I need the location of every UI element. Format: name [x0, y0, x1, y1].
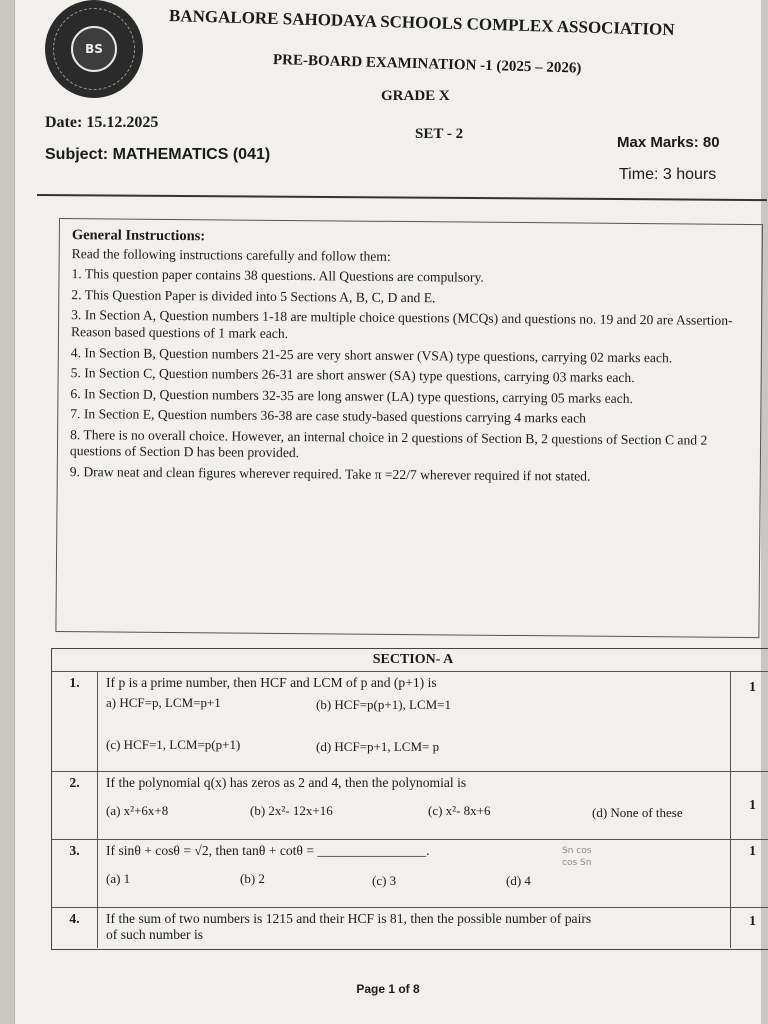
- option-c: (c) 3: [372, 873, 397, 888]
- pencil-note: Sn cos: [562, 846, 592, 856]
- option-c: (c) HCF=1, LCM=p(p+1): [106, 737, 241, 752]
- instruction-item: 5. In Section C, Question numbers 26-31 are short answer (SA) type questions, carrying 03 marks each.: [70, 365, 635, 386]
- question-body: [106, 671, 720, 771]
- page-number: Page 1 of 8: [356, 982, 420, 996]
- instruction-item: 2. This Question Paper is divided into 5 Sections A, B, C, D and E.: [71, 286, 436, 306]
- question-number: 3.: [52, 839, 98, 907]
- question-row-1: [52, 671, 768, 772]
- instruction-item: 7. In Section E, Question numbers 36-38 are case study-based questions carrying 4 marks each: [70, 406, 587, 426]
- option-c: (c) x²- 8x+6: [428, 803, 491, 818]
- question-body: [106, 839, 720, 907]
- question-marks: 1: [730, 907, 768, 948]
- exam-paper: [14, 0, 761, 1024]
- option-b: (b) 2: [240, 871, 265, 886]
- section-a-table: [51, 648, 768, 950]
- option-a: a) HCF=p, LCM=p+1: [106, 695, 221, 710]
- school-logo: [45, 0, 143, 98]
- header-divider: [37, 194, 767, 201]
- instructions-title: General Instructions:: [71, 227, 206, 245]
- question-marks: 1: [730, 839, 768, 907]
- option-d: (d) None of these: [592, 805, 683, 820]
- pencil-note: cos Sn: [562, 858, 592, 868]
- subject-label: Subject: MATHEMATICS (041): [45, 146, 271, 163]
- question-row-4: [52, 907, 768, 948]
- question-number: 1.: [52, 671, 98, 771]
- question-number: 4.: [52, 907, 98, 948]
- exam-title: PRE-BOARD EXAMINATION -1 (2025 – 2026): [272, 52, 582, 77]
- option-a: (a) 1: [106, 871, 131, 886]
- option-d: (d) HCF=p+1, LCM= p: [316, 739, 440, 754]
- option-d: (d) 4: [506, 873, 531, 888]
- max-marks: Max Marks: 80: [617, 134, 720, 151]
- question-text: If the sum of two numbers is 1215 and their HCF is 81, then the possible number of pairs: [106, 911, 592, 926]
- exam-date: Date: 15.12.2025: [45, 114, 159, 131]
- option-a: (a) x²+6x+8: [106, 803, 169, 818]
- general-instructions-box: [55, 218, 763, 638]
- instructions-intro: Read the following instructions carefully and follow them:: [71, 245, 391, 264]
- question-text: If p is a prime number, then HCF and LCM of p and (p+1) is: [106, 675, 437, 690]
- time-label: Time: 3 hours: [619, 166, 717, 183]
- set-label: SET - 2: [415, 126, 464, 142]
- instruction-item: 4. In Section B, Question numbers 21-25 are very short answer (VSA) type questions, carrying 02 marks each.: [70, 344, 673, 365]
- question-row-2: [52, 771, 768, 840]
- question-number: 2.: [52, 771, 98, 839]
- instruction-item: 8. There is no overall choice. However, an internal choice in 2 questions of Section B, 2 questions of Section C and 2 questions of Section D has been provided.: [69, 426, 708, 461]
- section-a-title: SECTION- A: [52, 649, 768, 672]
- instruction-item: 6. In Section D, Question numbers 32-35 are long answer (LA) type questions, carrying 05 marks each.: [70, 385, 634, 406]
- question-text-continued: of such number is: [106, 927, 204, 942]
- question-body: [106, 907, 720, 948]
- instruction-item: 1. This question paper contains 38 questions. All Questions are compulsory.: [71, 266, 484, 285]
- question-body: [106, 771, 720, 839]
- instruction-item: 3. In Section A, Question numbers 1-18 are multiple choice questions (MCQs) and questions no. 19 and 20 are Assertion- Reason based questions of 1 mark each.: [70, 307, 733, 342]
- question-text: If sinθ + cosθ = √2, then tanθ + cotθ = ________________.: [106, 843, 430, 858]
- logo-ring: [53, 8, 135, 90]
- question-marks: 1: [730, 671, 768, 771]
- logo-emblem: BS: [71, 26, 117, 72]
- question-marks: 1: [730, 771, 768, 839]
- option-b: (b) HCF=p(p+1), LCM=1: [316, 697, 452, 712]
- association-name: BANGALORE SAHODAYA SCHOOLS COMPLEX ASSOCIATION: [168, 6, 675, 40]
- grade-label: GRADE X: [381, 88, 450, 104]
- question-row-3: [52, 839, 768, 908]
- instruction-item: 9. Draw neat and clean figures wherever required. Take π =22/7 wherever required if not stated.: [69, 464, 591, 484]
- option-b: (b) 2x²- 12x+16: [250, 803, 333, 818]
- question-text: If the polynomial q(x) has zeros as 2 and 4, then the polynomial is: [106, 775, 467, 790]
